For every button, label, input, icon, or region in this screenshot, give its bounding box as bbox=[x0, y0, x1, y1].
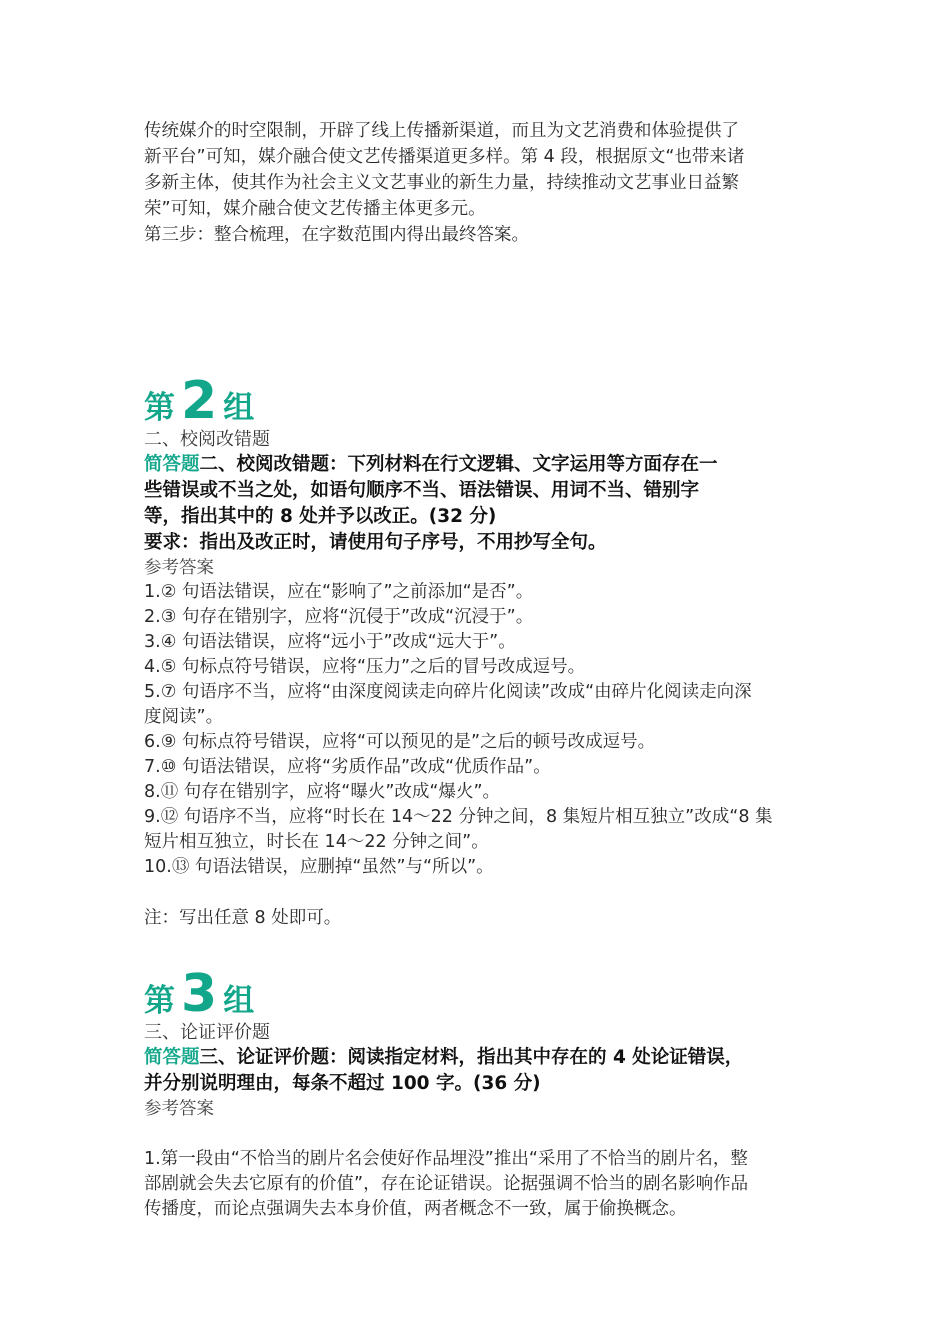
intro-line: 新平台”可知，媒介融合使文艺传播渠道更多样。第 4 段，根据原文“也带来诸 bbox=[144, 147, 745, 167]
answer-line: 2.③ 句存在错别字，应将“沉侵于”改成“沉浸于”。 bbox=[144, 607, 534, 627]
intro-line: 传统媒介的时空限制，开辟了线上传播新渠道，而且为文艺消费和体验提供了 bbox=[144, 121, 739, 141]
answer-list bbox=[144, 1147, 814, 1222]
answer-line: 4.⑤ 句标点符号错误，应将“压力”之后的冒号改成逗号。 bbox=[144, 657, 586, 677]
answer-line: 度阅读”。 bbox=[144, 707, 224, 727]
answer-line: 1.② 句语法错误，应在“影响了”之前添加“是否”。 bbox=[144, 582, 534, 602]
answer-line: 传播度，而论点强调失去本身价值，两者概念不一致，属于偷换概念。 bbox=[144, 1199, 687, 1219]
question-line: 等，指出其中的 8 处并予以改正。(32 分) bbox=[144, 506, 497, 527]
answer-line: 7.⑩ 句语法错误，应将“劣质作品”改成“优质作品”。 bbox=[144, 757, 551, 777]
document-page bbox=[144, 118, 814, 1222]
question-line: 二、校阅改错题：下列材料在行文逻辑、文字运用等方面存在一 bbox=[199, 454, 718, 475]
answer-note: 注：写出任意 8 处即可。 bbox=[144, 908, 342, 928]
answer-line: 部剧就会失去它原有的价值”，存在论证错误。论据强调不恰当的剧名影响作品 bbox=[144, 1174, 749, 1194]
section-title: 三、论证评价题 bbox=[144, 1022, 270, 1043]
answer-line: 6.⑨ 句标点符号错误，应将“可以预见的是”之后的顿号改成逗号。 bbox=[144, 732, 656, 752]
group-zu: 组 bbox=[223, 390, 255, 426]
group-zu: 组 bbox=[223, 983, 255, 1019]
group-3-heading bbox=[144, 959, 814, 1024]
group-di: 第 bbox=[144, 983, 175, 1019]
question-text bbox=[144, 452, 814, 556]
answer-line: 3.④ 句语法错误，应将“远小于”改成“远大于”。 bbox=[144, 632, 516, 652]
group-number: 2 bbox=[181, 371, 218, 431]
question-line: 些错误或不当之处，如语句顺序不当、语法错误、用词不当、错别字 bbox=[144, 480, 700, 501]
question-line: 并分别说明理由，每条不超过 100 字。(36 分) bbox=[144, 1073, 541, 1094]
reference-answer-label: 参考答案 bbox=[144, 558, 214, 578]
group-di: 第 bbox=[144, 390, 175, 426]
intro-line: 多新主体，使其作为社会主义文艺事业的新生力量，持续推动文艺事业日益繁 bbox=[144, 173, 739, 193]
section-title: 二、校阅改错题 bbox=[144, 429, 270, 450]
intro-line: 第三步：整合梳理，在字数范围内得出最终答案。 bbox=[144, 225, 529, 245]
answer-line: 8.⑪ 句存在错别字，应将“曝火”改成“爆火”。 bbox=[144, 782, 501, 802]
question-type-tag: 简答题 bbox=[144, 1047, 200, 1068]
group-number: 3 bbox=[181, 964, 218, 1024]
intro-paragraph bbox=[144, 118, 814, 248]
answer-line: 10.⑬ 句语法错误，应删掉“虽然”与“所以”。 bbox=[144, 857, 494, 877]
answer-line: 5.⑦ 句语序不当，应将“由深度阅读走向碎片化阅读”改成“由碎片化阅读走向深 bbox=[144, 682, 752, 702]
question-type-tag: 简答题 bbox=[144, 454, 200, 475]
intro-line: 荣”可知，媒介融合使文艺传播主体更多元。 bbox=[144, 199, 486, 219]
answer-list bbox=[144, 580, 814, 880]
question-text bbox=[144, 1045, 814, 1097]
group-2-heading bbox=[144, 366, 814, 431]
answer-line: 9.⑫ 句语序不当，应将“时长在 14～22 分钟之间，8 集短片相互独立”改成“8 集 bbox=[144, 807, 773, 827]
answer-line: 短片相互独立，时长在 14～22 分钟之间”。 bbox=[144, 832, 489, 852]
answer-line: 1.第一段由“不恰当的剧片名会使好作品埋没”推出“采用了不恰当的剧片名，整 bbox=[144, 1149, 748, 1169]
question-line: 三、论证评价题：阅读指定材料，指出其中存在的 4 处论证错误， bbox=[199, 1047, 744, 1068]
question-requirement: 要求：指出及改正时，请使用句子序号，不用抄写全句。 bbox=[144, 532, 607, 553]
reference-answer-label: 参考答案 bbox=[144, 1099, 214, 1119]
